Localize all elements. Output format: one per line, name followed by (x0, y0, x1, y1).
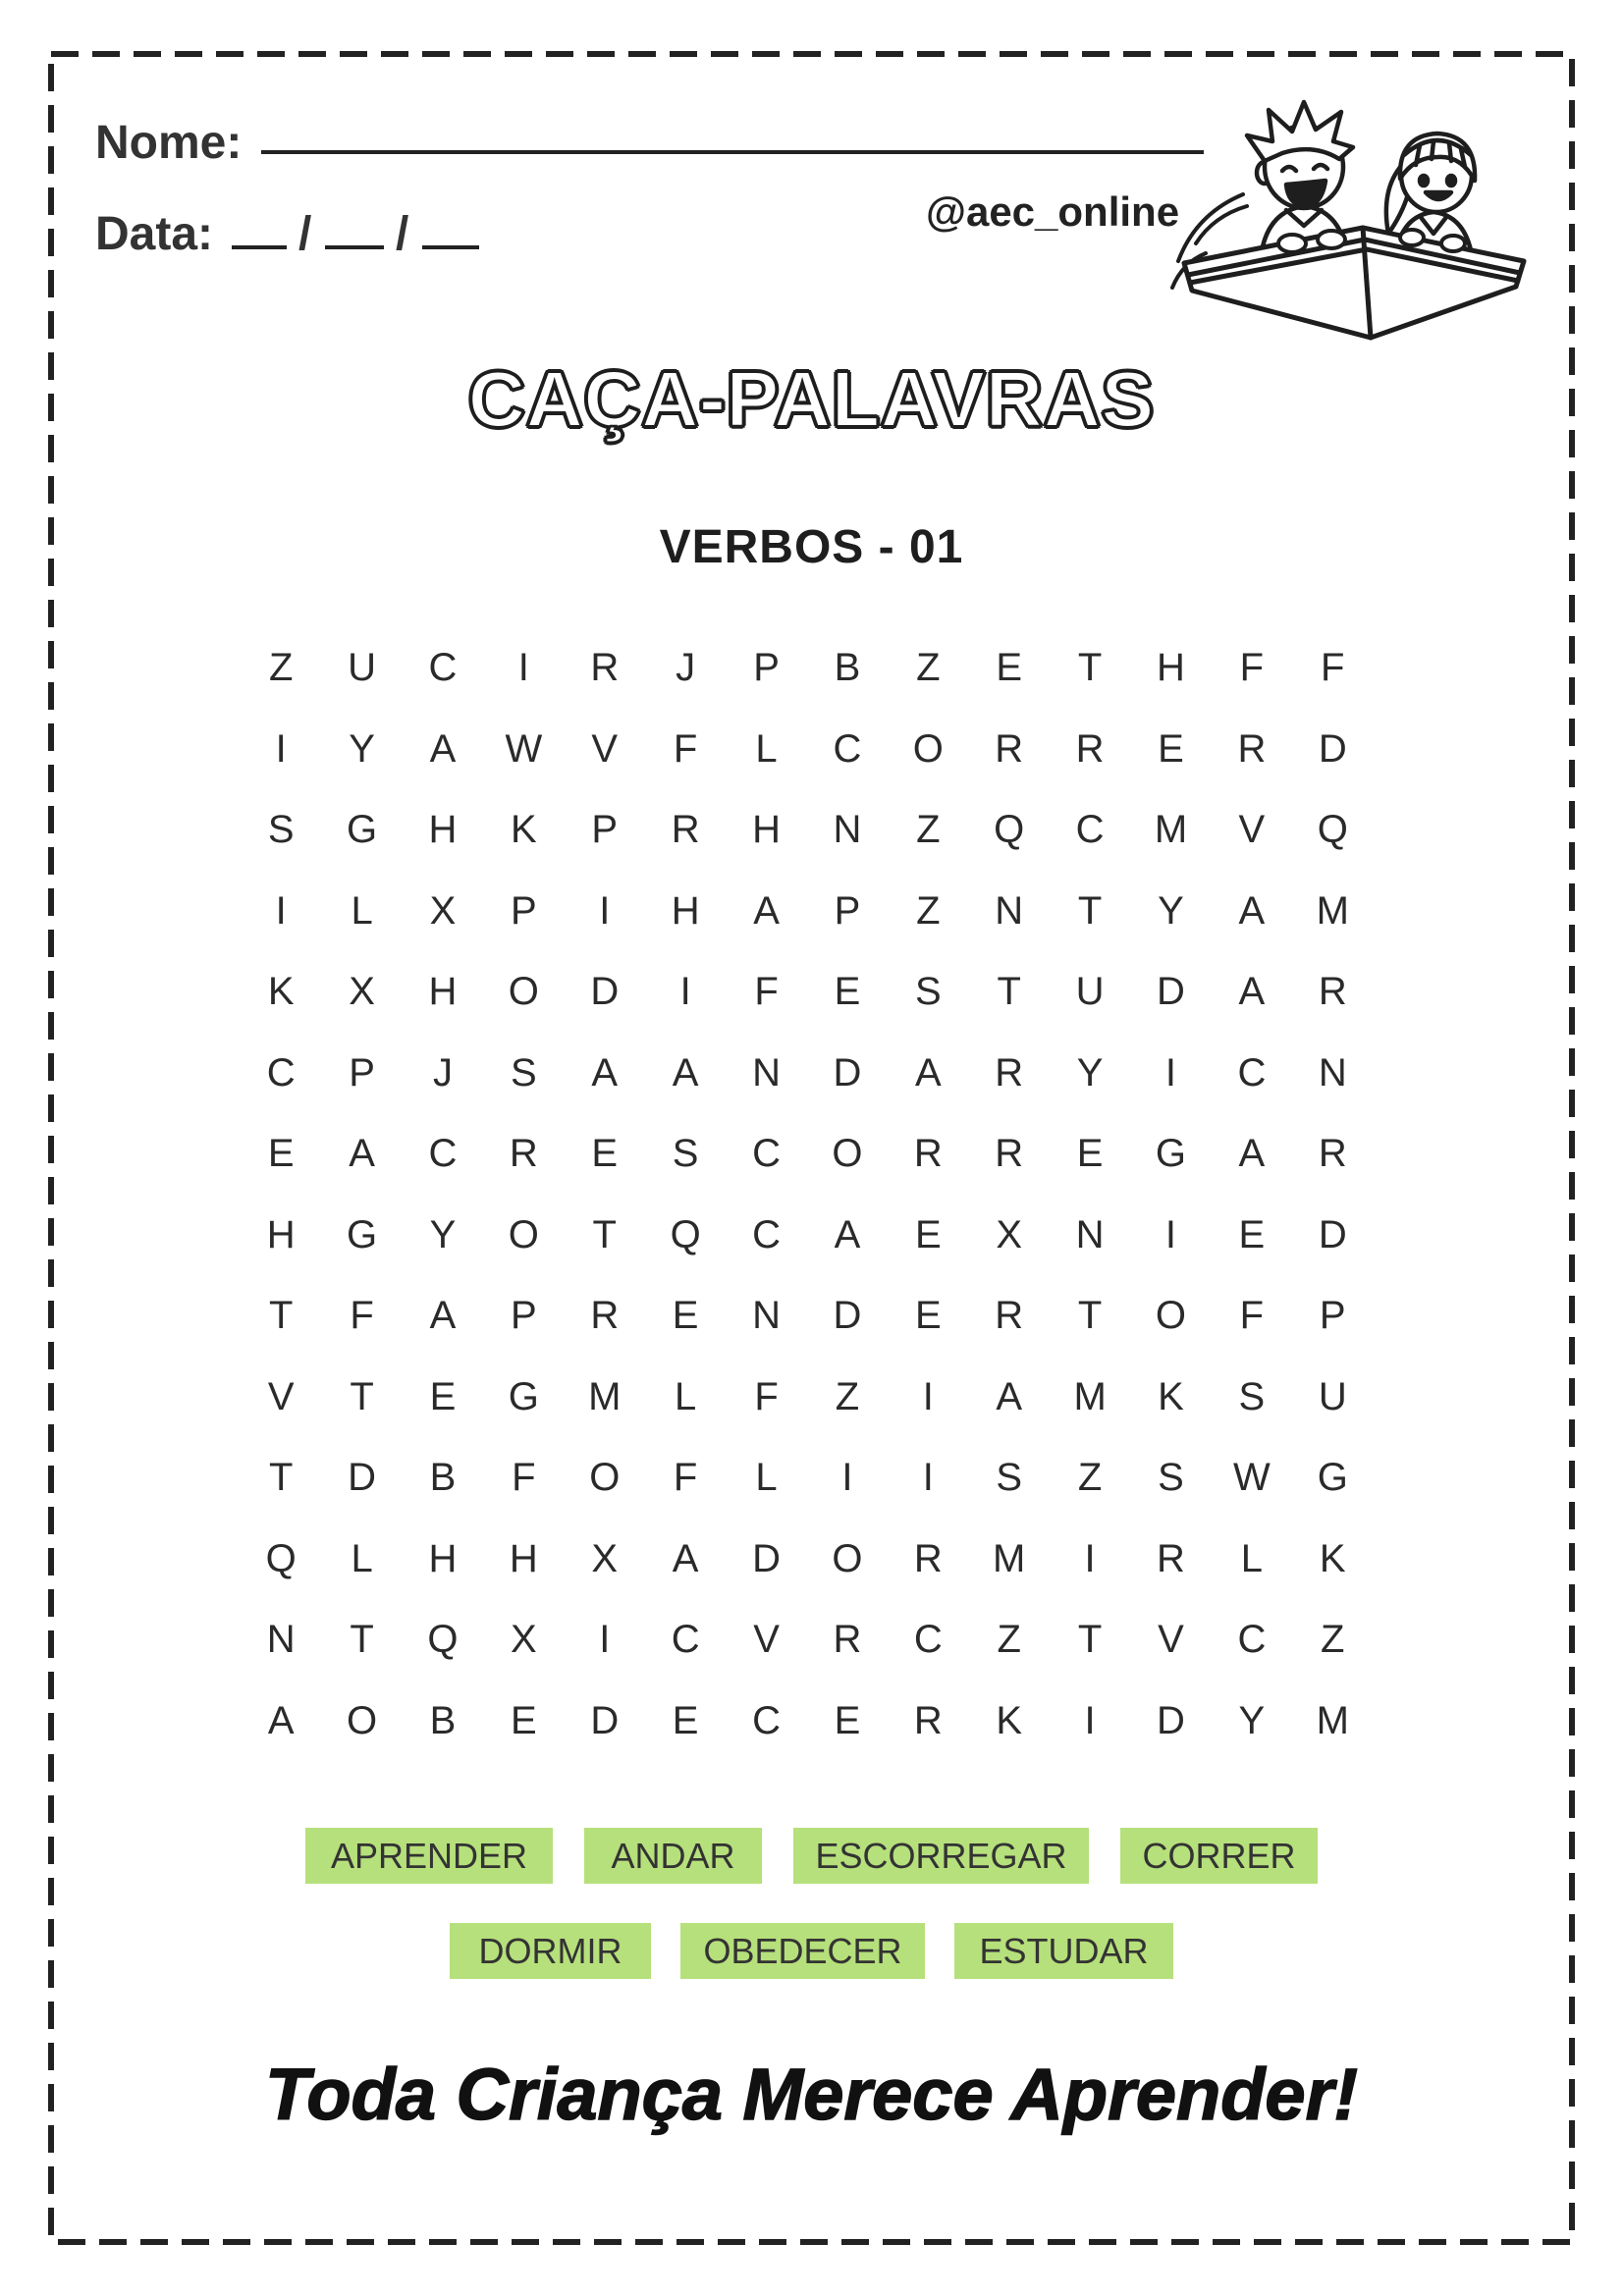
grid-letter: C (752, 1698, 781, 1742)
grid-letter: I (922, 1374, 934, 1418)
grid-letter: A (1238, 1132, 1266, 1176)
grid-letter: C (752, 1132, 781, 1176)
word-bank-item: DORMIR (450, 1923, 651, 1979)
date-blank-month (325, 245, 384, 249)
grid-letter: L (755, 1456, 778, 1500)
grid-letter: E (672, 1698, 699, 1742)
grid-letter: N (995, 888, 1024, 933)
grid-letter: I (599, 1618, 611, 1662)
grid-letter: H (428, 1536, 458, 1580)
grid-letter: C (752, 1212, 781, 1256)
grid-letter: A (834, 1212, 861, 1256)
grid-letter: H (1157, 646, 1185, 690)
grid-letter: X (349, 970, 375, 1014)
grid-letter: V (267, 1374, 295, 1418)
grid-letter: J (676, 646, 696, 690)
grid-letter: U (1318, 1374, 1347, 1418)
grid-letter: E (429, 1374, 457, 1418)
grid-letter: S (1158, 1456, 1184, 1500)
grid-letter: E (1158, 726, 1184, 771)
grid-letter: T (1077, 646, 1103, 690)
grid-letter: M (588, 1374, 622, 1418)
grid-letter: I (922, 1456, 934, 1500)
grid-letter: O (508, 970, 539, 1014)
grid-letter: B (834, 646, 861, 690)
grid-letter: F (1239, 646, 1265, 690)
grid-letter: V (591, 726, 619, 771)
grid-letter: K (511, 808, 537, 852)
grid-letter: R (509, 1132, 538, 1176)
grid-letter: H (671, 888, 700, 933)
grid-letter: E (267, 1132, 295, 1176)
grid-letter: D (1318, 1212, 1347, 1256)
grid-letter: Y (1238, 1698, 1266, 1742)
grid-letter: Q (265, 1536, 297, 1580)
grid-letter: K (1319, 1536, 1346, 1580)
grid-letter: C (1237, 1618, 1267, 1662)
date-slash: / (298, 208, 312, 260)
grid-letter: Y (1076, 1050, 1104, 1095)
grid-letter: K (996, 1698, 1023, 1742)
grid-letter: A (349, 1132, 375, 1176)
open-book (1184, 228, 1524, 338)
grid-letter: V (1238, 808, 1266, 852)
grid-letter: R (1318, 1132, 1347, 1176)
grid-letter: E (1076, 1132, 1104, 1176)
grid-letter: U (1075, 970, 1105, 1014)
grid-letter: T (1077, 1618, 1103, 1662)
worksheet-title: CAÇA-PALAVRAS (468, 355, 1155, 443)
grid-letter: R (671, 808, 700, 852)
grid-letter: T (997, 970, 1021, 1014)
grid-letter: D (1157, 1698, 1185, 1742)
grid-letter: A (591, 1050, 619, 1095)
grid-letter: Z (835, 1374, 860, 1418)
grid-letter: P (591, 808, 619, 852)
grid-letter: O (508, 1212, 539, 1256)
grid-letter: L (1240, 1536, 1263, 1580)
grid-letter: I (275, 726, 287, 771)
grid-letter: T (1077, 888, 1103, 933)
grid-letter: E (672, 1294, 699, 1338)
date-slash: / (396, 208, 409, 260)
grid-letter: B (429, 1698, 457, 1742)
grid-letter: W (505, 726, 543, 771)
grid-letter: R (1075, 726, 1105, 771)
grid-letter: T (1077, 1294, 1103, 1338)
grid-letter: A (1238, 970, 1266, 1014)
grid-letter: L (351, 888, 373, 933)
grid-letter: N (752, 1050, 781, 1095)
word-bank-item: ESCORREGAR (793, 1828, 1089, 1884)
grid-letter: X (996, 1212, 1023, 1256)
grid-letter: N (266, 1618, 296, 1662)
name-label: Nome: (95, 117, 243, 169)
grid-letter: S (672, 1132, 699, 1176)
grid-letter: G (1317, 1456, 1348, 1500)
grid-letter: T (268, 1294, 294, 1338)
grid-letter: R (995, 726, 1024, 771)
grid-letter: T (592, 1212, 617, 1256)
grid-letter: P (511, 888, 537, 933)
grid-letter: D (590, 970, 620, 1014)
grid-letter: Q (427, 1618, 459, 1662)
grid-letter: S (914, 970, 942, 1014)
grid-letter: F (1321, 646, 1345, 690)
word-bank-item: ANDAR (584, 1828, 762, 1884)
grid-letter: L (351, 1536, 373, 1580)
grid-letter: D (1157, 970, 1185, 1014)
word-bank-row (0, 1923, 1623, 1979)
grid-letter: E (1238, 1212, 1266, 1256)
grid-letter: Q (670, 1212, 701, 1256)
grid-letter: S (1238, 1374, 1266, 1418)
grid-letter: Q (994, 808, 1025, 852)
name-line (261, 150, 1204, 154)
grid-letter: S (267, 808, 295, 852)
grid-letter: A (267, 1698, 295, 1742)
grid-letter: Z (916, 808, 941, 852)
grid-letter: A (672, 1536, 699, 1580)
grid-letter: R (913, 1698, 943, 1742)
grid-letter: P (1319, 1294, 1346, 1338)
grid-letter: R (590, 646, 620, 690)
grid-letter: M (993, 1536, 1026, 1580)
grid-letter: C (428, 646, 458, 690)
footer-slogan: Toda Criança Merece Aprender! (264, 2054, 1359, 2135)
grid-letter: T (268, 1456, 294, 1500)
grid-letter: Y (349, 726, 375, 771)
grid-letter: N (833, 808, 862, 852)
grid-letter: A (429, 1294, 457, 1338)
grid-letter: I (1084, 1698, 1096, 1742)
grid-letter: H (509, 1536, 538, 1580)
grid-letter: Q (1317, 808, 1348, 852)
grid-letter: R (995, 1132, 1024, 1176)
grid-letter: R (995, 1050, 1024, 1095)
grid-letter: O (347, 1698, 378, 1742)
word-bank-item: ESTUDAR (954, 1923, 1173, 1979)
grid-letter: W (1233, 1456, 1271, 1500)
grid-letter: I (1164, 1212, 1177, 1256)
grid-letter: O (832, 1536, 863, 1580)
grid-letter: I (275, 888, 287, 933)
grid-letter: D (590, 1698, 620, 1742)
date-blank-day (232, 245, 287, 249)
grid-letter: X (429, 888, 457, 933)
grid-letter: F (350, 1294, 374, 1338)
grid-letter: D (833, 1050, 862, 1095)
grid-letter: K (267, 970, 295, 1014)
grid-letter: R (833, 1618, 862, 1662)
grid-letter: A (1238, 888, 1266, 933)
grid-letter: S (511, 1050, 537, 1095)
grid-letter: F (673, 1456, 698, 1500)
grid-letter: D (348, 1456, 377, 1500)
grid-letter: V (753, 1618, 780, 1662)
grid-letter: G (508, 1374, 539, 1418)
grid-letter: A (914, 1050, 942, 1095)
grid-letter: O (1155, 1294, 1187, 1338)
grid-letter: Z (916, 888, 941, 933)
grid-letter: M (1154, 808, 1188, 852)
grid-letter: N (1318, 1050, 1347, 1095)
grid-letter: C (428, 1132, 458, 1176)
grid-letter: J (432, 1050, 453, 1095)
grid-letter: A (672, 1050, 699, 1095)
grid-letter: F (754, 970, 779, 1014)
word-bank-item: OBEDECER (680, 1923, 925, 1979)
grid-letter: N (1075, 1212, 1105, 1256)
grid-letter: V (1158, 1618, 1184, 1662)
grid-letter: C (1237, 1050, 1267, 1095)
grid-letter: R (995, 1294, 1024, 1338)
children-reading-book-icon (1166, 96, 1530, 347)
grid-letter: L (755, 726, 778, 771)
grid-letter: O (589, 1456, 621, 1500)
grid-letter: E (834, 1698, 861, 1742)
grid-letter: R (913, 1132, 943, 1176)
grid-letter: R (1318, 970, 1347, 1014)
grid-letter: Z (997, 1618, 1021, 1662)
grid-letter: Z (916, 646, 941, 690)
grid-letter: X (591, 1536, 619, 1580)
word-bank-item: CORRER (1120, 1828, 1318, 1884)
word-bank-row (0, 1828, 1623, 1884)
grid-letter: R (913, 1536, 943, 1580)
grid-letter: H (428, 970, 458, 1014)
grid-letter: C (671, 1618, 700, 1662)
grid-letter: H (428, 808, 458, 852)
grid-letter: F (512, 1456, 536, 1500)
grid-letter: D (1318, 726, 1347, 771)
grid-letter: M (1316, 888, 1349, 933)
grid-letter: P (753, 646, 780, 690)
grid-letter: C (266, 1050, 296, 1095)
grid-letter: U (348, 646, 377, 690)
worksheet-subtitle: VERBOS - 01 (659, 521, 964, 573)
grid-letter: R (590, 1294, 620, 1338)
grid-letter: T (350, 1618, 374, 1662)
grid-letter: H (266, 1212, 296, 1256)
grid-letter: G (347, 1212, 378, 1256)
grid-letter: B (429, 1456, 457, 1500)
grid-letter: E (914, 1294, 942, 1338)
grid-letter: I (1164, 1050, 1177, 1095)
grid-letter: T (350, 1374, 374, 1418)
grid-letter: X (511, 1618, 537, 1662)
grid-letter: O (912, 726, 944, 771)
grid-letter: I (599, 888, 611, 933)
grid-letter: I (841, 1456, 853, 1500)
grid-letter: C (833, 726, 862, 771)
grid-letter: K (1158, 1374, 1184, 1418)
letter-grid (241, 627, 1374, 1761)
grid-letter: Z (1321, 1618, 1345, 1662)
grid-letter: E (591, 1132, 619, 1176)
grid-letter: E (511, 1698, 537, 1742)
grid-letter: Z (1077, 1456, 1103, 1500)
grid-letter: Z (268, 646, 294, 690)
grid-letter: I (517, 646, 529, 690)
grid-letter: I (679, 970, 691, 1014)
grid-letter: G (347, 808, 378, 852)
grid-letter: D (833, 1294, 862, 1338)
grid-letter: F (673, 726, 698, 771)
grid-letter: L (675, 1374, 697, 1418)
grid-letter: S (996, 1456, 1023, 1500)
grid-letter: D (752, 1536, 781, 1580)
grid-letter: M (1073, 1374, 1107, 1418)
grid-letter: F (754, 1374, 779, 1418)
grid-letter: A (996, 1374, 1023, 1418)
date-blank-year (422, 245, 479, 249)
grid-letter: O (832, 1132, 863, 1176)
date-label: Data: (95, 208, 214, 260)
grid-letter: G (1155, 1132, 1187, 1176)
grid-letter: E (914, 1212, 942, 1256)
grid-letter: H (752, 808, 781, 852)
grid-letter: F (1239, 1294, 1265, 1338)
grid-letter: Y (1158, 888, 1184, 933)
grid-letter: E (834, 970, 861, 1014)
grid-letter: Y (429, 1212, 457, 1256)
grid-letter: R (1237, 726, 1267, 771)
grid-letter: R (1157, 1536, 1185, 1580)
grid-letter: I (1084, 1536, 1096, 1580)
grid-letter: P (511, 1294, 537, 1338)
grid-letter: A (429, 726, 457, 771)
word-bank-item: APRENDER (305, 1828, 553, 1884)
grid-letter: E (996, 646, 1023, 690)
grid-letter: P (349, 1050, 375, 1095)
grid-letter: A (753, 888, 780, 933)
grid-letter: N (752, 1294, 781, 1338)
grid-letter: C (1075, 808, 1105, 852)
grid-letter: C (913, 1618, 943, 1662)
grid-letter: M (1316, 1698, 1349, 1742)
social-handle: @aec_online (926, 188, 1180, 235)
grid-letter: P (834, 888, 861, 933)
